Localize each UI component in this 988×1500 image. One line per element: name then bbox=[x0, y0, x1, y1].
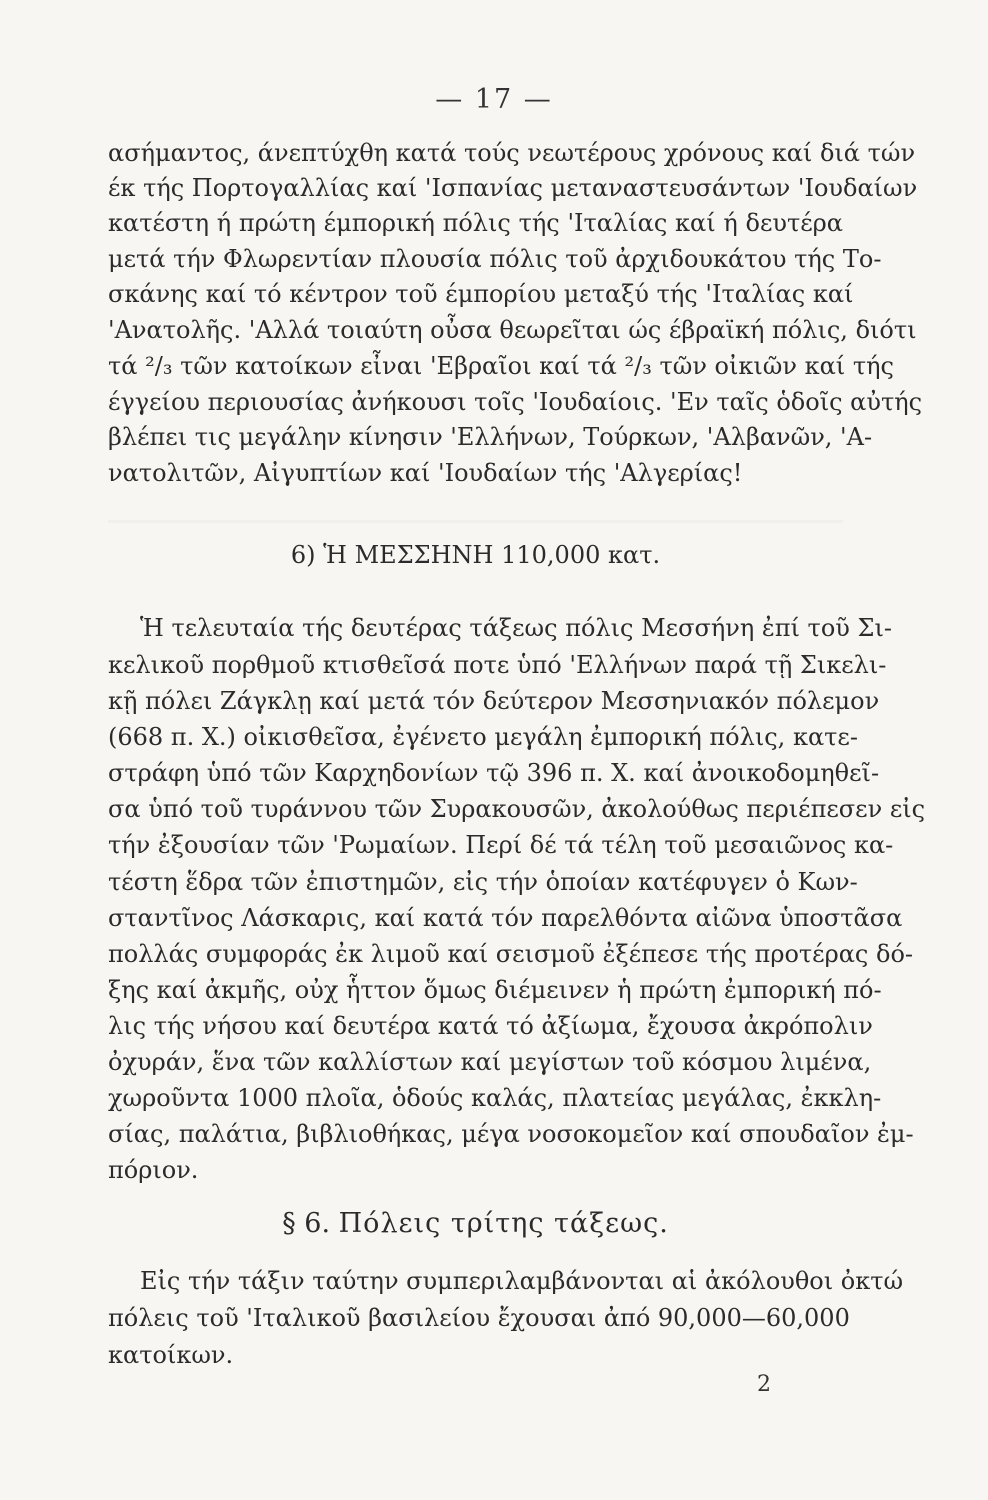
section-title: Πόλεις τρίτης τάξεως. bbox=[338, 1208, 669, 1239]
text-line: κατοίκων. bbox=[108, 1341, 234, 1369]
text-line: κῇ πόλει Ζάγκλῃ καί μετά τόν δεύτερον Μεσσηνιακόν πόλεμον bbox=[108, 687, 880, 715]
text-line: έγγείου περιουσίας ἀνήκουσι τοῖς 'Ιουδαίοις. 'Εν ταῖς ὁδοῖς αὐτής bbox=[108, 388, 923, 416]
text-line: (668 π. Χ.) οἰκισθεῖσα, ἐγένετο μεγάλη ἐμπορική πόλις, κατε- bbox=[108, 723, 858, 751]
text-line: σίας, παλάτια, βιβλιοθήκας, μέγα νοσοκομεῖον καί σπουδαῖον ἐμ- bbox=[108, 1120, 914, 1148]
show-through bbox=[108, 520, 843, 523]
text-line: ξης καί ἀκμῆς, οὐχ ἧττον ὅμως διέμεινεν ἡ πρώτη ἐμπορική πό- bbox=[108, 976, 882, 1004]
page-number: — 17 — bbox=[435, 84, 553, 115]
section-heading bbox=[108, 1208, 843, 1239]
text-line: βλέπει τις μεγάλην κίνησιν 'Ελλήνων, Τούρκων, 'Αλβανῶν, 'Α- bbox=[108, 423, 873, 451]
text-line: λις τής νήσου καί δευτέρα κατά τό ἀξίωμα, ἔχουσα ἀκρόπολιν bbox=[108, 1012, 873, 1040]
text-line: νατολιτῶν, Αἰγυπτίων καί 'Ιουδαίων τής 'Αλγερίας! bbox=[108, 459, 743, 487]
text-line: στράφη ὑπό τῶν Καρχηδονίων τῷ 396 π. Χ. καί ἀνοικοδομηθεῖ- bbox=[108, 759, 880, 787]
text-line: τέστη ἕδρα τῶν ἐπιστημῶν, εἰς τήν ὁποίαν κατέφυγεν ὁ Κων- bbox=[108, 868, 858, 896]
text-line: έκ τής Πορτογαλλίας καί 'Ισπανίας μεταναστευσάντων 'Ιουδαίων bbox=[108, 174, 918, 202]
text-line: τά ²/₃ τῶν κατοίκων εἶναι 'Εβραῖοι καί τά ²/₃ τῶν οἰκιῶν καί τής bbox=[108, 352, 894, 380]
text-line: πολλάς συμφοράς ἐκ λιμοῦ καί σεισμοῦ ἐξέπεσε τής προτέρας δό- bbox=[108, 940, 913, 968]
text-line: ὀχυράν, ἕνα τῶν καλλίστων καί μεγίστων τοῦ κόσμου λιμένα, bbox=[108, 1048, 872, 1076]
text-line: Ἡ τελευταία τής δευτέρας τάξεως πόλις Μεσσήνη ἐπί τοῦ Σι- bbox=[140, 614, 892, 642]
text-line: πόριον. bbox=[108, 1156, 199, 1184]
signature-mark: 2 bbox=[757, 1372, 771, 1397]
text-line: κελικοῦ πορθμοῦ κτισθεῖσά ποτε ὑπό 'Ελλήνων παρά τῇ Σικελι- bbox=[108, 651, 887, 679]
text-line: πόλεις τοῦ 'Ιταλικοῦ βασιλείου ἔχουσαι ἀπό 90,000—60,000 bbox=[108, 1304, 850, 1332]
section-symbol: § bbox=[282, 1208, 296, 1239]
text-line: χωροῦντα 1000 πλοῖα, ὁδούς καλάς, πλατείας μεγάλας, ἐκκλη- bbox=[108, 1084, 882, 1112]
text-line: ασήμαντος, άνεπτύχθη κατά τούς νεωτέρους χρόνους καί διά τών bbox=[108, 139, 916, 167]
city-heading: 6) Ἡ ΜΕΣΣΗΝΗ 110,000 κατ. bbox=[290, 541, 661, 569]
text-line: κατέστη ή πρώτη έμπορική πόλις τής 'Ιταλίας καί ή δευτέρα bbox=[108, 209, 843, 237]
section-number: 6. bbox=[304, 1208, 331, 1239]
text-line: Εἰς τήν τάξιν ταύτην συμπεριλαμβάνονται αἱ ἀκόλουθοι ὀκτώ bbox=[140, 1267, 904, 1295]
text-line: σκάνης καί τό κέντρον τοῦ έμπορίου μεταξύ τής 'Ιταλίας καί bbox=[108, 280, 854, 308]
text-line: τήν ἐξουσίαν τῶν 'Ρωμαίων. Περί δέ τά τέλη τοῦ μεσαιῶνος κα- bbox=[108, 831, 894, 859]
text-line: σα ὑπό τοῦ τυράννου τῶν Συρακουσῶν, ἀκολούθως περιέπεσεν εἰς bbox=[108, 795, 926, 823]
text-line: σταντῖνος Λάσκαρις, καί κατά τόν παρελθόντα αἰῶνα ὑποστᾶσα bbox=[108, 904, 903, 932]
text-line: 'Ανατολῆς. 'Αλλά τοιαύτη οὖσα θεωρεῖται ώς έβραϊκή πόλις, διότι bbox=[108, 316, 917, 344]
text-line: μετά τήν Φλωρεντίαν πλουσία πόλις τοῦ ἀρχιδουκάτου τής Το- bbox=[108, 245, 882, 273]
